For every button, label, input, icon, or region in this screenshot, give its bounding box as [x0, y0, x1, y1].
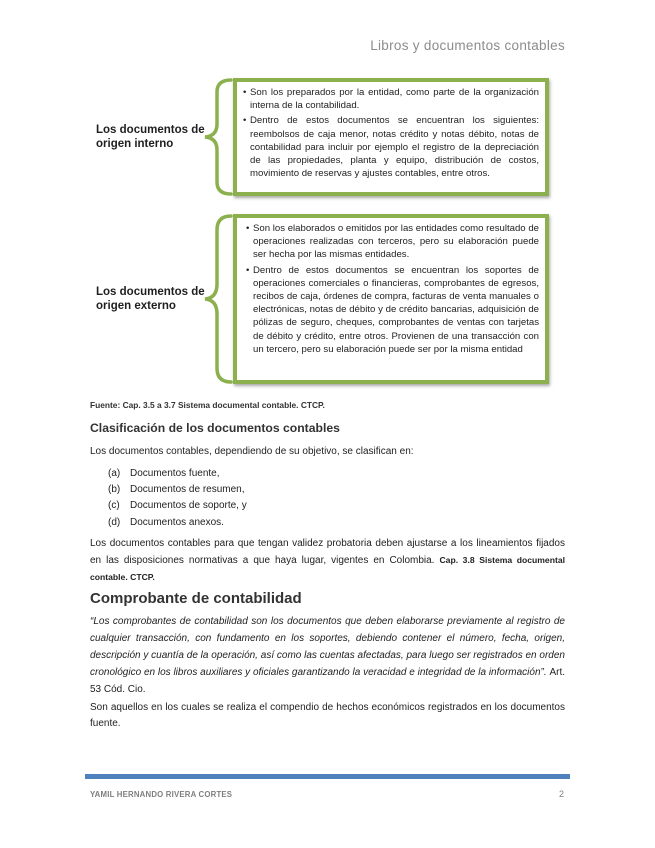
footer-author: YAMIL HERNANDO RIVERA CORTES	[90, 790, 233, 799]
voucher-quote	[90, 613, 565, 698]
external-bullet-1: • Son los elaborados o emitidos por las entidades como resultado de operaciones realizadas con terceros, pero su elaboración puede ser hecha por las mismas entidades.	[246, 222, 539, 262]
voucher-heading: Comprobante de contabilidad	[90, 590, 302, 607]
quote-text: “Los comprobantes de contabilidad son los documentos que deben elaborarse previamente al registro de cualquier transacción, con fundamento en los soportes, debiendo contener el número, fecha, origen, descripción y cuantía de la operación, así como las cuentas afectadas, para luego ser registrados en orden cronológico en los libros auxiliares y oficiales garantizando la veracidad e integridad de la información”.	[90, 616, 565, 678]
list-item: (d) Documentos anexos.	[108, 516, 224, 528]
external-bullet-2: • Dentro de estos documentos se encuentran los soportes de operaciones comerciales o financieras, comprobantes de egresos, recibos de caja, órdenes de compra, facturas de venta manuales o electrónicas, notas de débito y de crédito bancarias, adquisición de pólizas de seguro, cheques, comprobantes de ventas con tarjetas de débito y crédito, entre otros. Provienen de una transacción con un tercero, pero su elaboración puede ser por la misma entidad	[246, 264, 539, 356]
footer-bar	[85, 774, 570, 779]
internal-documents-box	[233, 78, 549, 196]
internal-bullet-2: • Dentro de estos documentos se encuentran los siguientes: reembolsos de caja menor, notas crédito y notas débito, notas de contabilidad para incluir por ejemplo el registro de la depreciación de las propiedades, planta y equipo, distribución de costos, movimiento de reservas y ajustes contables, entre otros.	[243, 114, 539, 180]
closing-text: Los documentos contables para que tengan validez probatoria deben ajustarse a los lineamientos fijados en las disposiciones normativas a que haya lugar, vigentes en Colombia.	[90, 538, 565, 566]
external-documents-box	[233, 214, 549, 384]
external-documents-label: Los documentos de origen externo	[96, 286, 205, 312]
quote-reference: Art. 53 Cód. Cio.	[90, 667, 565, 695]
classification-intro: Los documentos contables, dependiendo de su objetivo, se clasifican en:	[90, 446, 414, 457]
running-header-title: Libros y documentos contables	[370, 38, 565, 53]
list-item: (b) Documentos de resumen,	[108, 484, 245, 496]
external-brace-icon	[203, 214, 233, 384]
internal-brace-icon	[203, 78, 233, 196]
internal-bullet-1: • Son los preparados por la entidad, como parte de la organización interna de la contabilidad.	[243, 86, 539, 112]
source-note: Fuente: Cap. 3.5 a 3.7 Sistema documental contable. CTCP.	[90, 400, 325, 410]
classification-list	[108, 466, 247, 531]
classification-closing-paragraph	[90, 536, 565, 586]
classification-heading: Clasificación de los documentos contables	[90, 421, 340, 435]
list-item: (a) Documentos fuente,	[108, 468, 220, 479]
internal-documents-label: Los documentos de origen interno	[96, 124, 205, 150]
voucher-body: Son aquellos en los cuales se realiza el compendio de hechos económicos registrados en los documentos fuente.	[90, 702, 565, 729]
closing-reference: Cap. 3.8 Sistema documental contable. CTCP.	[90, 555, 565, 582]
list-item: (c) Documentos de soporte, y	[108, 500, 247, 512]
page-number: 2	[559, 789, 565, 799]
